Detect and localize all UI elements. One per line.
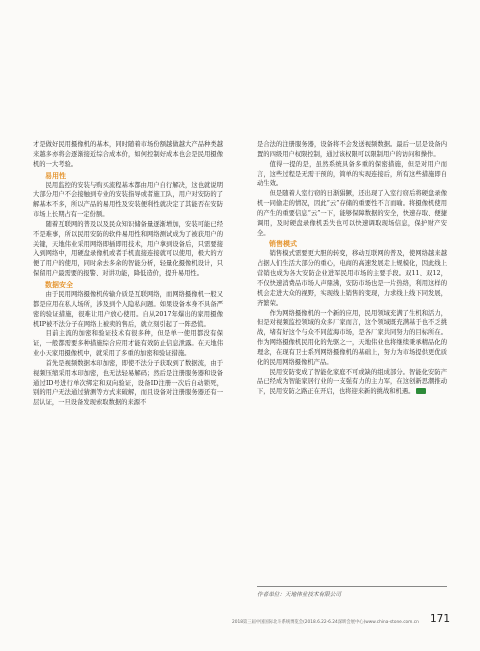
paragraph: 民用监控的安装与购买流程基本都由用户自行解决，这也就说明大部分用户不会接触到专业的安装指导或者施工队，用户对安防的了解基本不多，所以产品的易用性及安装便利性就决定了其能否在安防市场上长期占有一定份额。 (33, 181, 223, 219)
footer-text: 2018第三届中国国际北斗系统博览会(2018.6.22-6.24深圳会展中心)www.china-stone.com.cn (232, 620, 419, 625)
section-heading-data-security: 数据安全 (45, 280, 73, 289)
paragraph: 首先是视频数据本印加密，即使不法分子获取到了数据流，由于视频压缩采用本印加密，也无法轻易解码；然后是注册服务器和设备通过ID号进行单次绑定和双向验证，设备ID注册一次后自动锁死，别的用户无法通过猜测等方式来破解，而且设备对注册服务器还有一层认证，一旦设备发现索取数据的来源不 (33, 359, 223, 407)
paragraph: 才是做好民用摄像机的基本，同时随着市场份额越做越大产品种类越来越多亦将会逐渐接近综合成本价，如何控制好成本也会是民用摄像机的一大考验。 (33, 141, 223, 168)
left-column (33, 140, 223, 408)
paragraph: 是合法的注册服务器，设备将不会发送视频数据。最后一层是设备内置的四级用户权限控制，通过该权限可以限制用户的访问和操作。 (257, 141, 447, 158)
section-heading-sales-model: 销售模式 (269, 240, 297, 249)
section-heading-usability: 易用性 (45, 171, 66, 180)
paragraph: 随着互联网的普及以及民众知识储备量逐渐增加，安装可能已经不是难事，所以民用安防的软件易用性和网络测试成为了被获用户的关键，天地伟业采用网络即插即用技术，用户拿到设备后，只需要接入到网络中，用硬盘录像机或者手机直接连接就可以使用，极大的方便了用户的使用，同时余去多余的智能分析，轻量化摄像机设计，只保留用户最需要的报警、对讲功能，降低造价，提升易用性。 (33, 220, 223, 278)
author-affiliation: 作者单位：天地伟业技术有限公司 (257, 592, 341, 598)
paragraph (257, 368, 447, 398)
paragraph: 但是随着人室行窃的日渐猖獗，还出现了入室行窃后将硬盘录像机一同偷走的情况，因此“云”存储的重要性不言而喻。将摄像机使用的产生的重要信息“云”一下，能够保障数据的安全，快速存取、便捷调用，及时硬盘录像机丢失也可以快速调取现场信息，保护财产安全。 (257, 190, 447, 237)
author-divider (257, 586, 447, 587)
paragraph: 销售模式需要更大胆的转变，移动互联网的普及，使网络越来越占据人们生活大部分的重心，电商的高速发展走上规模化，因此线上营销也成为各大安防企业进军民用市场的主要手段。双11、双12，不仅快速消费品市场人声鼎沸，安防市场也是一片热络，利用这样的机会走进大众的视野，实现线上销售的变现，力求线上线下同发展，齐繁荣。 (257, 250, 447, 307)
end-mark-icon (416, 388, 426, 394)
paragraph: 作为网络摄像机的一个新的应用，民用领域充满了生机和活力，但是对视频监控领域的众多厂家而言，这个领域既充满基于也不乏挑战，堵有好这个与众不同蓝海市场，是各厂家共同努力的目标所在。作为网络摄像机民用化的先驱之一，天地伟业也将继续秉承精品化的理念，在现有卫士系列网络摄像机的基础上，努力为市场提供更优质化的民用网络摄像机产品。 (257, 309, 447, 366)
paragraph: 由于民用网络摄像机传输介质是互联网络，而网络摄像机一般又都是应用在私人场所，涉及到个人隐私问题。如果设备本身不具备严密的验证措施，很难让用户放心使用。自从2017年爆出的家用摄像机IP被不法分子在网络上被卖的售后，就立刻引起了一阵恐慌。 (33, 290, 223, 328)
paragraph: 值得一提的是，虽然系统具备多重的保密措施，但是对用户而言，这些过程是无需干预的，简单的实现连接后，所有这些措施即自动生效。 (257, 160, 447, 188)
paragraph: 目前主流的加密和验证技术有很多种，但是单一使用都没有保证，一般都需要多种措施综合应用才能有效防止信息泄露。在天地伟业小天家用摄像机中，就采用了多重的加密和验证措施。 (33, 330, 223, 358)
paragraph-text: 民用安防变成了智能化家庭不可或缺的组成部分。智能化安防产品已经成为智能家居行业的一支强有力的主力军，在这创新思潮推动下，民用安防之路正在开启，也将迎来新的挑战和机遇。 (257, 368, 447, 396)
right-column (257, 140, 447, 397)
page-number: 171 (430, 613, 451, 625)
